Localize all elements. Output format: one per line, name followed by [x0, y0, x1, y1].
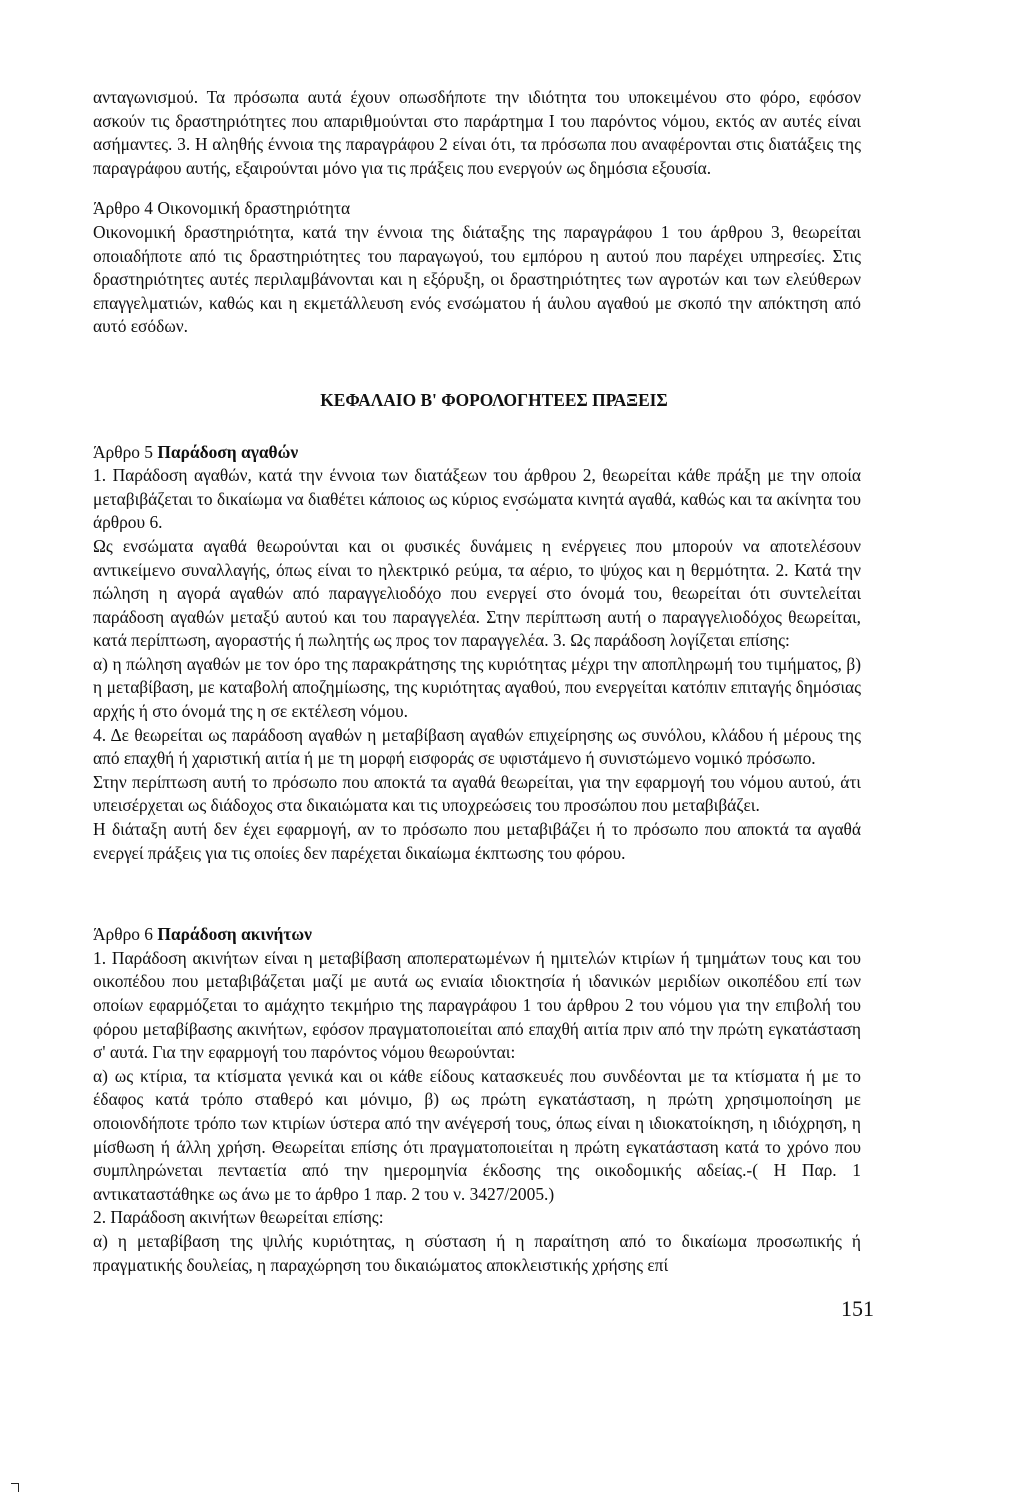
- page-number: 151: [841, 1296, 874, 1321]
- article-5-paragraph-3: α) η πώληση αγαθών με τον όρο της παρακράτησης της κυριότητας μέχρι την αποπληρωμή του τιμήματος, β) η μεταβίβαση, με καταβολή αποζημίωσης, της κυριότητας αγαθού, που ενεργείται κατόπιν επιταγής δημόσιας αρχής ή στο όνομά της η σε εκτέλεση νόμου.: [93, 653, 861, 722]
- article-6-heading: [93, 923, 861, 947]
- article-5-paragraph-5: Στην περίπτωση αυτή το πρόσωπο που αποκτά τα αγαθά θεωρείται, για την εφαρμογή του νόμου αυτού, άτι υπεισέρχεται ως διάδοχος στα δικαιώματα και τις υποχρεώσεις του προσώπου που μεταβιβάζει.: [93, 771, 861, 816]
- article-6-heading-prefix: Άρθρο 6: [93, 924, 158, 945]
- spacer: [93, 865, 861, 923]
- article-6-paragraph-2: α) ως κτίρια, τα κτίσματα γενικά και οι κάθε είδους κατασκευές που συνδέονται με τα κτίσματα ή με το έδαφος κατά τρόπο σταθερό και μόνιμο, β) ως πρώτη εγκατάσταση, η πρώτη χρησιμοποίηση με οποιονδήποτε τρόπο των κτιρίων ύστερα από την ανέγερσή τους, όπως είναι η ιδιοκατοίκηση, η ιδιόχρηση, η μίσθωση ή άλλη χρήση. Θεωρείται επίσης ότι πραγματοποιείται η πρώτη εγκατάσταση κατά το χρόνο που συμπληρώνεται πενταετία από την ημερομηνία έκδοσης της οικοδομικής αδείας.-( Η Παρ. 1 αντικαταστάθηκε ως άνω με το άρθρο 1 παρ. 2 του ν. 3427/2005.): [93, 1065, 861, 1204]
- spacer: [93, 339, 861, 389]
- scan-speck: [516, 509, 518, 511]
- article-6-paragraph-3: 2. Παράδοση ακινήτων θεωρείται επίσης:: [93, 1207, 384, 1228]
- intro-paragraph: ανταγωνισμού. Τα πρόσωπα αυτά έχουν οπωσδήποτε την ιδιότητα του υποκειμένου στο φόρο, εφόσον ασκούν τις δραστηριότητες που απαριθμούνται στο παράρτημα Ι του παρόντος νόμου, εκτός αν αυτές είναι ασήμαντες. 3. Η αληθής έννοια της παραγράφου 2 είναι ότι, τα πρόσωπα που αναφέρονται στις διατάξεις της παραγράφου αυτής, εξαιρούνται μόνο για τις πράξεις που ενεργούν ως δημόσια εξουσία.: [93, 87, 861, 178]
- spacer: [93, 180, 861, 197]
- article-5-heading-title: Παράδοση αγαθών: [157, 441, 299, 462]
- chapter-title: ΚΕΦΑΛΑΙΟ Β' ΦΟΡΟΛΟΓΗΤΕΕΣ ΠΡΑΞΕΙΣ: [320, 389, 668, 410]
- article-4-paragraph: Οικονομική δραστηριότητα, κατά την έννοια της διάταξης της παραγράφου 1 του άρθρου 3, θεωρείται οποιαδήποτε από τις δραστηριότητες του παραγωγού, του εμπόρου η αυτού που παρέχει υπηρεσίες. Στις δραστηριότητες αυτές περιλαμβάνονται και η εξόρυξη, οι δραστηριότητες των αγροτών και των ελεύθερων επαγγελματιών, καθώς και η εκμετάλλευση ενός ενσώματου ή άυλου αγαθού με σκοπό την απόκτηση από αυτό εσόδων.: [93, 221, 861, 337]
- article-6-paragraph-4: α) η μεταβίβαση της ψιλής κυριότητας, η σύσταση ή η παραίτηση από το δικαίωμα προσωπικής ή πραγματικής δουλείας, η παραχώρηση του δικαιώματος αποκλειστικής χρήσης επί: [93, 1230, 861, 1275]
- article-5-paragraph-2: Ως ενσώματα αγαθά θεωρούνται και οι φυσικές δυνάμεις η ενέργειες που μπορούν να αποτελέσουν αντικείμενο συναλλαγής, όπως είναι το ηλεκτρικό ρεύμα, τα αέριο, το ψύχος και η θερμότητα. 2. Κατά την πώληση η αγορά αγαθών από παραγγελιοδόχο που ενεργεί στο όνομά του, θεωρείται ότι συντελείται παράδοση αγαθών μεταξύ αυτού και του παραγγελέα. Στην περίπτωση αυτή ο παραγγελιοδόχος θεωρείται, κατά περίπτωση, αγοραστής ή πωλητής ως προς τον παραγγελέα. 3. Ως παράδοση λογίζεται επίσης:: [93, 535, 861, 651]
- article-6-paragraph-1: 1. Παράδοση ακινήτων είναι η μεταβίβαση αποπερατωμένων ή ημιτελών κτιρίων ή τμημάτων τους και του οικοπέδου που μεταβιβάζεται μαζί με αυτά ως ενιαία ιδιοκτησία ή ιδανικών μεριδίων οικοπέδου επί των οποίων εφαρμόζεται το αμάχητο τεκμήριο της παραγράφου 1 του άρθρου 2 του νόμου για την επιβολή του φόρου μεταβίβασης ακινήτων, εφόσον πραγματοποιείται από επαχθή αιτία πριν από την πρώτη εγκατάσταση σ' αυτά. Για την εφαρμογή του παρόντος νόμου θεωρούνται:: [93, 947, 861, 1063]
- article-5-heading: [93, 441, 861, 465]
- article-5-paragraph-1: 1. Παράδοση αγαθών, κατά την έννοια των διατάξεων του άρθρου 2, θεωρείται κάθε πράξη με την οποία μεταβιβάζεται το δικαίωμα να διαθέτει κάποιος ως κύριος ενσώματα κινητά αγαθά, καθώς και τα ακίνητα του άρθρου 6.: [93, 465, 861, 533]
- crop-corner-mark: [11, 1483, 19, 1492]
- article-5-paragraph-6: Η διάταξη αυτή δεν έχει εφαρμογή, αν το πρόσωπο που μεταβιβάζει ή το πρόσωπο που αποκτά τα αγαθά ενεργεί πράξεις για τις οποίες δεν παρέχεται δικαίωμα έκπτωσης του φόρου.: [93, 819, 861, 863]
- spacer: [93, 413, 861, 441]
- article-5-heading-prefix: Άρθρο 5: [93, 441, 158, 462]
- article-6-heading-title: Παράδοση ακινήτων: [157, 924, 312, 945]
- article-5-paragraph-4: 4. Δε θεωρείται ως παράδοση αγαθών η μεταβίβαση αγαθών επιχείρησης ως συνόλου, κλάδου ή μέρους της από επαχθή ή χαριστική αιτία ή με τη μορφή εισφοράς σε υφιστάμενο ή συνιστώμενο νομικό πρόσωπο.: [93, 724, 861, 769]
- document-page: [93, 86, 861, 1277]
- article-4-heading: Άρθρο 4 Οικονομική δραστηριότητα: [93, 198, 351, 219]
